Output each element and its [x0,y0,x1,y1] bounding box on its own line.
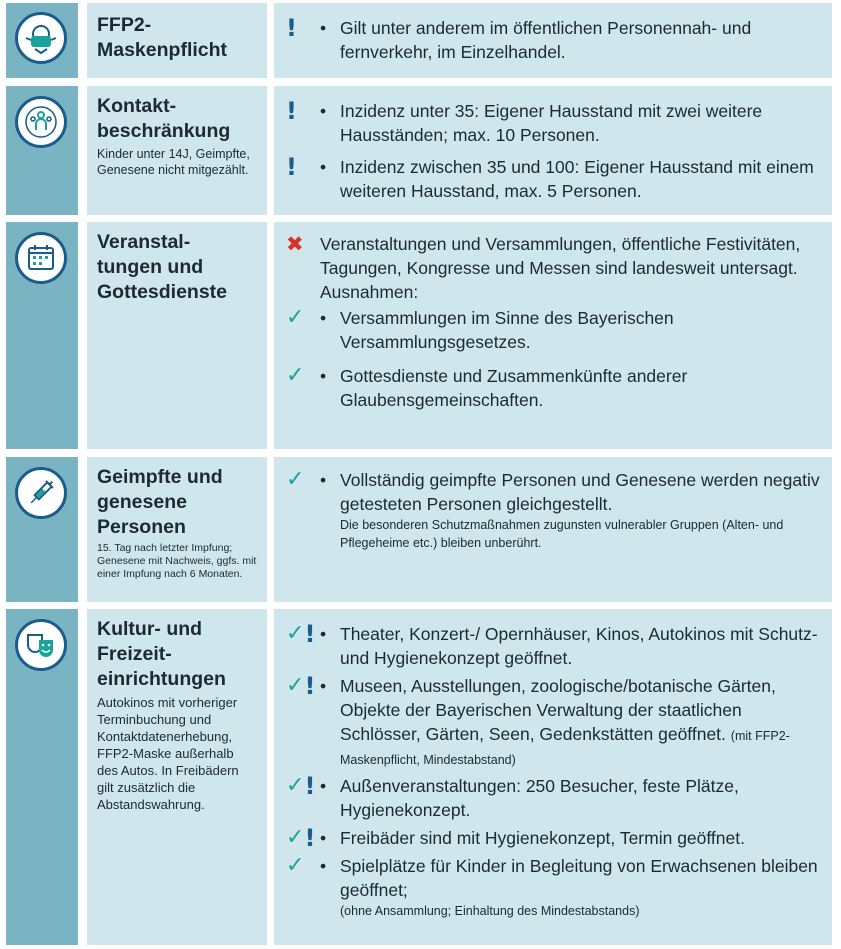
icon-column [6,457,78,602]
bullet: • [320,157,327,177]
check-icon: ✓ [286,853,305,878]
category-note: Kinder unter 14J, Geimpfte, Genesene nicht mitgezählt. [97,147,250,177]
rule-item [286,16,822,64]
row-kultur [6,609,832,945]
rule-text: Theater, Konzert-/ Opernhäuser, Kinos, Autokinos mit Schutz- und Hygienekonzept geöffnet. [340,624,818,668]
cross-icon: ✖ [286,232,304,256]
rule-item [286,854,822,920]
bullet: • [320,101,327,121]
rule-item [286,468,822,552]
category-cell [87,609,267,945]
category-cell [87,3,267,78]
bullet: • [320,308,327,328]
rule-text: Veranstaltungen und Versammlungen, öffentliche Festivitäten, Tagungen, Kongresse und Messen sind landesweit untersagt. [320,234,801,278]
category-title: Kontakt- beschränkung [97,95,231,142]
rule-item [286,364,822,412]
rule-note: (mit FFP2-Maskenpflicht, Mindestabstand) [340,729,790,767]
rule-item [286,280,822,304]
rule-item [286,99,822,147]
rules-cell [274,222,832,449]
category-title: Geimpfte und genesene Personen [97,466,223,538]
bullet: • [320,776,327,796]
calendar-icon [15,232,67,284]
category-cell [87,222,267,449]
category-note: Autokinos mit vorheriger Terminbuchung und Kontaktdatenerhebung, FFP2-Maske außerhalb des Autos. In Freibädern gilt zusätzlich die Abstandswahrung. [97,695,239,812]
rules-cell [274,609,832,945]
category-title: Kultur- und Freizeit- einrichtungen [97,618,226,690]
bullet: • [320,624,327,644]
check-exclamation-icon: ✓ ! [286,772,316,800]
rule-text: Vollständig geimpfte Personen und Genesene werden negativ getesteten Personen gleichgestellt. [340,470,820,514]
rule-item [286,155,822,203]
category-title: FFP2- Maskenpflicht [97,14,228,61]
rule-item [286,674,822,770]
row-geimpfte [6,457,832,602]
exclamation-icon: ! [286,153,297,181]
rule-item [286,232,822,280]
row-veranstaltungen [6,222,832,449]
icon-column [6,222,78,449]
theater-masks-icon [15,619,67,671]
syringe-icon [15,467,67,519]
rule-text: Freibäder sind mit Hygienekonzept, Termin geöffnet. [340,828,745,848]
rule-text: Außenveranstaltungen: 250 Besucher, feste Plätze, Hygienekonzept. [340,776,739,820]
check-icon: ✓ [286,363,305,388]
rules-cell [274,457,832,602]
check-exclamation-icon: ✓ ! [286,620,316,648]
bullet: • [320,470,327,490]
bullet: • [320,676,327,696]
rule-item [286,826,822,850]
row-ffp2 [6,3,832,78]
rule-text: Inzidenz unter 35: Eigener Hausstand mit zwei weitere Hausständen; max. 10 Personen. [340,101,763,145]
icon-column [6,86,78,215]
category-title: Veranstal- tungen und Gottesdienste [97,231,228,303]
contact-people-icon [15,96,67,148]
bullet: • [320,856,327,876]
rule-note: (ohne Ansammlung; Einhaltung des Mindestabstands) [340,904,640,918]
rule-text: Gilt unter anderem im öffentlichen Personennah- und fernverkehr, im Einzelhandel. [340,18,752,62]
rule-note: Die besonderen Schutzmaßnahmen zugunsten vulnerabler Gruppen (Alten- und Pflegeheime etc.) bleiben unberührt. [340,518,784,550]
rule-item [286,774,822,822]
check-exclamation-icon: ✓ ! [286,672,316,700]
row-kontakt [6,86,832,215]
rule-text: Versammlungen im Sinne des Bayerischen Versammlungsgesetzes. [340,308,674,352]
icon-column [6,3,78,78]
exclamation-icon: ! [286,97,297,125]
rules-cell [274,3,832,78]
rule-text: Museen, Ausstellungen, zoologische/botanische Gärten, Objekte der Bayerischen Verwaltung der staatlichen Schlösser, Gärten, Seen, Gedenkstätten geöffnet. [340,676,776,744]
rule-text: Ausnahmen: [320,282,419,302]
bullet: • [320,828,327,848]
check-icon: ✓ [286,305,305,330]
check-icon: ✓ [286,467,305,492]
rule-text: Spielplätze für Kinder in Begleitung von Erwachsenen bleiben geöffnet; [340,856,818,900]
bullet: • [320,18,327,38]
bullet: • [320,366,327,386]
rule-item [286,306,822,354]
rules-cell [274,86,832,215]
category-cell [87,86,267,215]
mask-icon [15,12,67,64]
exclamation-icon: ! [286,14,297,42]
rule-text: Gottesdienste und Zusammenkünfte anderer Glaubensgemeinschaften. [340,366,688,410]
category-cell [87,457,267,602]
rule-text: Inzidenz zwischen 35 und 100: Eigener Hausstand mit einem weiteren Hausstand, max. 5 Personen. [340,157,814,201]
check-exclamation-icon: ✓ ! [286,824,316,852]
category-note: 15. Tag nach letzter Impfung; Genesene mit Nachweis, ggfs. mit einer Impfung nach 6 Monaten. [97,542,257,580]
icon-column [6,609,78,945]
rule-item [286,622,822,670]
